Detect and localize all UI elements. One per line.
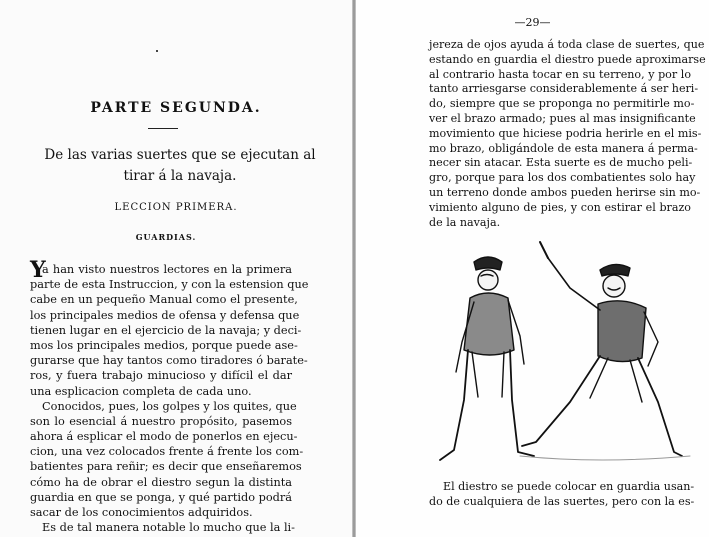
text-line: un terreno donde ambos pueden herirse sin mo- bbox=[429, 185, 701, 199]
right-bottom-text bbox=[429, 480, 695, 510]
text-line: de la navaja. bbox=[429, 215, 501, 229]
text-line: una esplicacion completa de cada uno. bbox=[30, 384, 252, 398]
text-line: Conocidos, pues, los golpes y los quites, que bbox=[42, 399, 297, 413]
text-line: tanto arriesgarse considerablemente á ser heri- bbox=[429, 82, 699, 96]
text-line: cabe en un pequeño Manual como el presente, bbox=[30, 293, 298, 307]
part-title: PARTE SEGUNDA. bbox=[90, 100, 262, 116]
text-line: cómo ha de obrar el diestro segun la distinta bbox=[30, 475, 292, 489]
text-line: do, siempre que se proponga no permitirle mo- bbox=[429, 97, 695, 111]
text-line: a han visto nuestros lectores en la primera bbox=[42, 263, 292, 276]
text-line: estando en guardia el diestro puede aproximarse bbox=[429, 52, 706, 66]
lesson-heading: LECCION PRIMERA. bbox=[114, 202, 238, 213]
title-rule bbox=[148, 128, 178, 129]
text-line: tienen lugar en el ejercicio de la navaja; y deci- bbox=[30, 323, 302, 337]
text-line: gro, porque para los dos combatientes solo hay bbox=[429, 171, 696, 185]
text-line: ros, y fuera trabajo minucioso y difícil el dar bbox=[30, 369, 292, 383]
section-heading: GUARDIAS. bbox=[135, 232, 197, 242]
text-line: sacar de los conocimientos adquiridos. bbox=[30, 506, 253, 519]
text-line: ver el brazo armado; pues al mas insignificante bbox=[429, 111, 696, 125]
text-line: gurarse que hay tantos como tiradores ó barate- bbox=[30, 354, 308, 368]
text-line: al contrario hasta tocar en su terreno, y por lo bbox=[429, 67, 691, 81]
text-line: El diestro se puede colocar en guardia usan- bbox=[443, 480, 695, 493]
printer-mark bbox=[156, 50, 158, 52]
text-line: cion, una vez colocados frente á frente los com- bbox=[30, 445, 304, 459]
right-page bbox=[356, 0, 709, 537]
text-line: mos los principales medios, porque puede ase- bbox=[30, 338, 298, 352]
drop-cap: Y bbox=[30, 257, 46, 283]
knife-duel-illustration bbox=[424, 240, 709, 472]
page-number: —29— bbox=[514, 16, 551, 29]
right-body-text bbox=[429, 38, 706, 230]
left-body-text bbox=[30, 262, 309, 535]
text-line: do de cualquiera de las suertes, pero con la es- bbox=[429, 494, 695, 508]
text-line: batientes para reñir; es decir que enseñaremos bbox=[30, 460, 302, 474]
text-line: jereza de ojos ayuda á toda clase de suertes, que bbox=[429, 38, 705, 51]
text-line: guardia en que se ponga, y qué partido podrá bbox=[30, 490, 292, 504]
text-line: ahora á esplicar el modo de ponerlos en ejecu- bbox=[30, 430, 298, 444]
text-line: necer sin atacar. Esta suerte es de mucho peli- bbox=[429, 156, 693, 170]
text-line: mo brazo, obligándole de esta manera á perma- bbox=[429, 141, 698, 155]
text-line: Es de tal manera notable lo mucho que la li- bbox=[42, 521, 295, 535]
text-line: vimiento alguno de pies, y con estirar el brazo bbox=[429, 200, 691, 214]
left-page bbox=[0, 0, 352, 537]
text-line: los principales medios de ofensa y defensa que bbox=[30, 308, 300, 322]
part-subtitle: De las varias suertes que se ejecutan al tirar á la navaja. bbox=[44, 147, 316, 184]
text-line: son lo esencial á nuestro propósito, pasemos bbox=[30, 414, 292, 428]
text-line: parte de esta Instruccion, y con la estension que bbox=[30, 278, 309, 292]
text-line: movimiento que hiciese podria herirle en el mis- bbox=[429, 126, 702, 140]
